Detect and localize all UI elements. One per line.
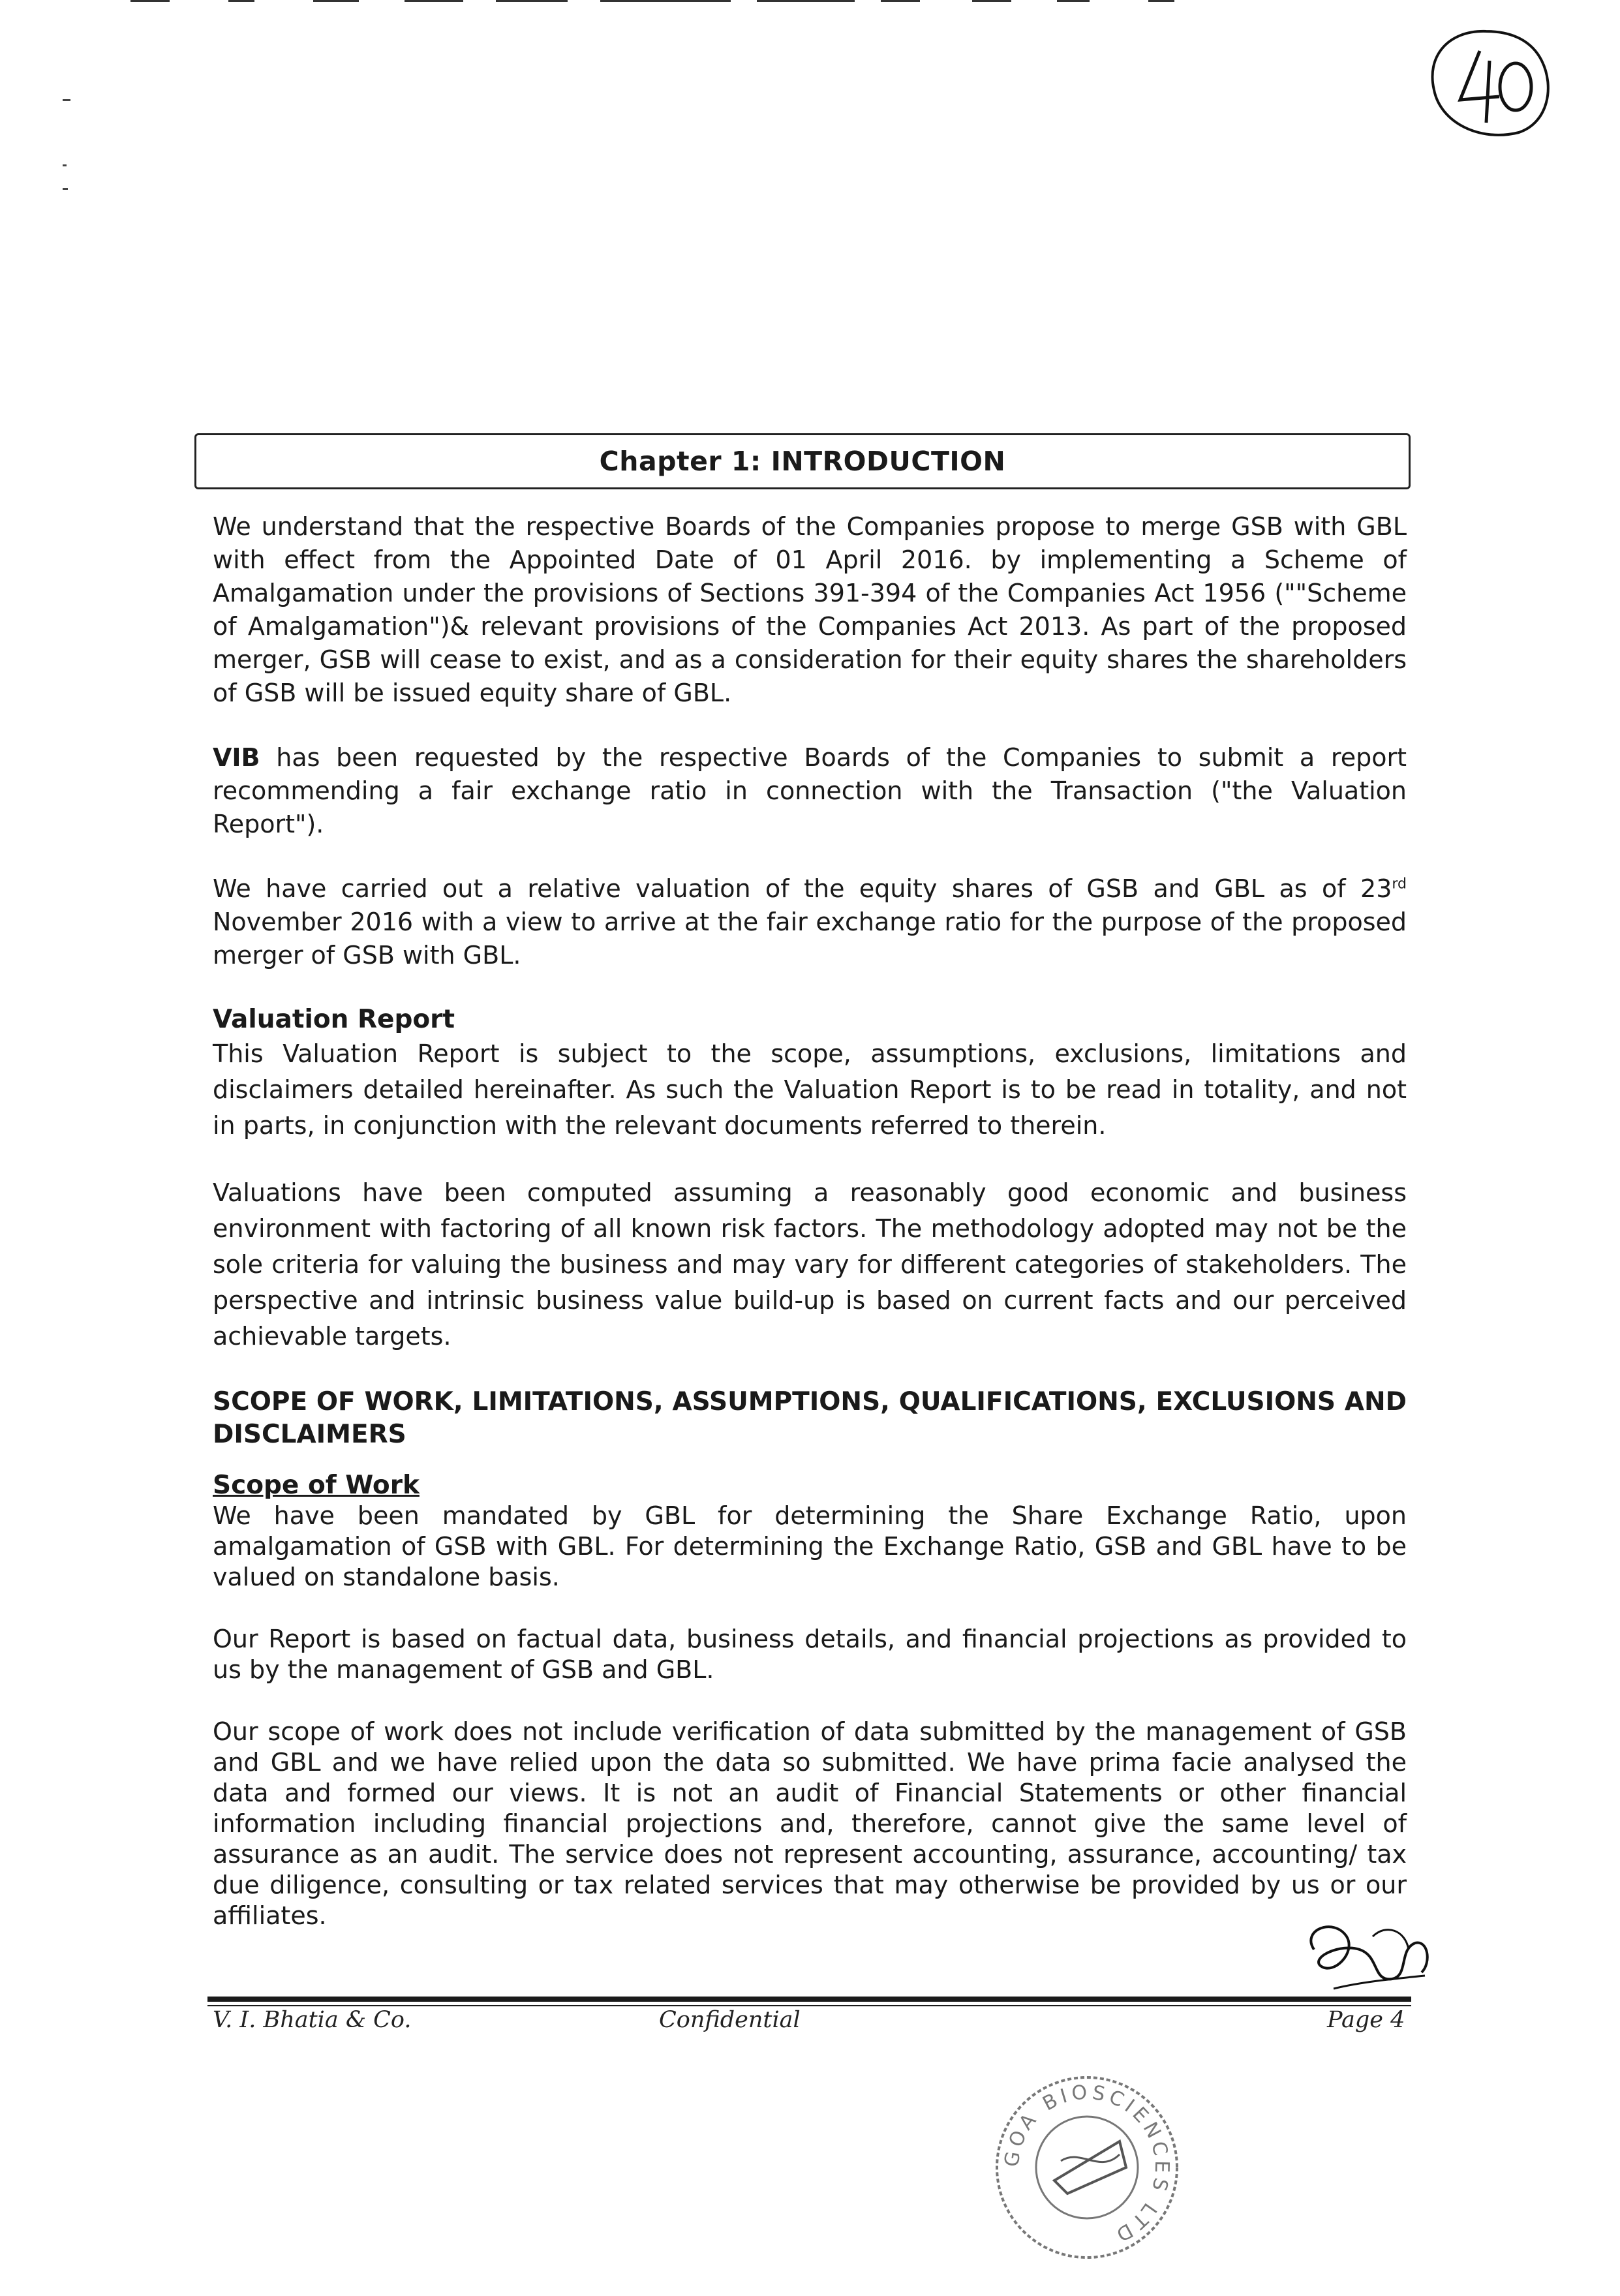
intro-paragraph-3	[213, 872, 1407, 972]
intro-paragraph-3-b: November 2016 with a view to arrive at the fair exchange ratio for the purpose of the proposed merger of GSB with GBL.	[213, 908, 1407, 970]
intro-paragraph-2-text: has been requested by the respective Boards of the Companies to submit a report recommending a fair exchange ratio in connection with the Transaction ("the Valuation Report").	[213, 743, 1407, 838]
body-text	[213, 510, 1407, 1931]
valuation-report-paragraph-2: Valuations have been computed assuming a reasonably good economic and business environment with factoring of all known risk factors. The methodology adopted may not be the sole criteria for valuing the business and may vary for different categories of stakeholders. The perspective and intrinsic business value build-up is based on current facts and our perceived achievable targets.	[213, 1178, 1407, 1351]
intro-paragraph-3-a: We have carried out a relative valuation of the equity shares of GSB and GBL as of 23	[213, 874, 1392, 903]
footer-confidential: Confidential	[659, 2007, 801, 2033]
intro-paragraph-2	[213, 741, 1407, 841]
scan-edge-marks	[130, 0, 1240, 4]
valuation-report-heading: Valuation Report	[213, 1005, 455, 1034]
valuation-report-paragraph-1: This Valuation Report is subject to the scope, assumptions, exclusions, limitations and disclaimers detailed hereinafter. As such the Valuation Report is to be read in totality, and not in parts, in conjunction with the relevant documents referred to therein.	[213, 1039, 1407, 1140]
handwritten-signature	[1294, 1910, 1438, 2008]
scope-paragraph-1: We have been mandated by GBL for determining the Share Exchange Ratio, upon amalgamation of GSB with GBL. For determining the Exchange Ratio, GSB and GBL have to be valued on standalone basis.	[213, 1501, 1407, 1591]
intro-paragraph-1: We understand that the respective Boards of the Companies propose to merge GSB with GBL with effect from the Appointed Date of 01 April 2016. by implementing a Scheme of Amalgamation under the provisions of Sections 391-394 of the Companies Act 1956 (""Scheme of Amalgamation")& relevant provisions of the Companies Act 2013. As part of the proposed merger, GSB will cease to exist, and as a consideration for their equity shares the shareholders of GSB will be issued equity share of GBL.	[213, 512, 1407, 707]
scope-section-heading: SCOPE OF WORK, LIMITATIONS, ASSUMPTIONS, QUALIFICATIONS, EXCLUSIONS AND DISCLAIMERS	[213, 1387, 1407, 1449]
scope-of-work-heading: Scope of Work	[213, 1471, 420, 1500]
chapter-heading-box	[194, 433, 1411, 489]
company-seal-stamp	[989, 2070, 1185, 2265]
chapter-title: Chapter 1: INTRODUCTION	[599, 446, 1006, 477]
vib-abbreviation: VIB	[213, 743, 260, 772]
svg-text:GOA BIOSCIENCES LTD: GOA BIOSCIENCES LTD	[1000, 2081, 1174, 2248]
scope-paragraph-3: Our scope of work does not include verification of data submitted by the management of GSB and GBL and we have relied upon the data so submitted. We have prima facie analysed the data and formed our views. It is not an audit of Financial Statements or other financial information including financial projections and, therefore, cannot give the same level of assurance as an audit. The service does not represent accounting, assurance, accounting/ tax due diligence, consulting or tax related services that may otherwise be provided by us or our affiliates.	[213, 1717, 1407, 1930]
footer-firm-name: V. I. Bhatia & Co.	[213, 2007, 412, 2033]
date-ordinal: rd	[1392, 876, 1407, 893]
scope-paragraph-2: Our Report is based on factual data, business details, and financial projections as provided to us by the management of GSB and GBL.	[213, 1625, 1407, 1684]
footer-rule-thick	[207, 1997, 1411, 2002]
footer-page-number: Page 4	[1327, 2007, 1405, 2033]
footer-rule-thin	[207, 2005, 1411, 2006]
handwritten-page-number	[1421, 25, 1558, 149]
